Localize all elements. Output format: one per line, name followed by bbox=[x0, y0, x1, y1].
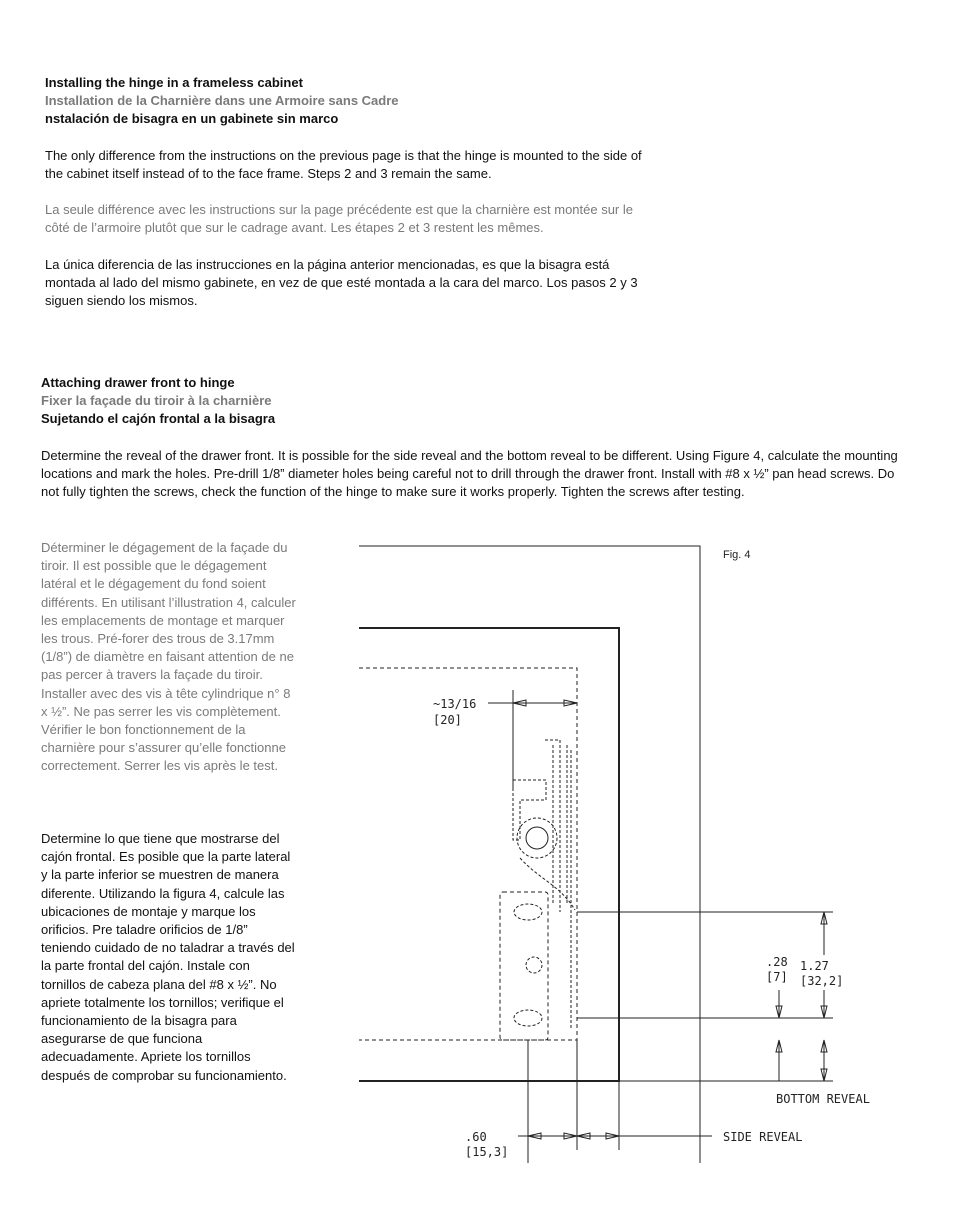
dim-top-mm: [20] bbox=[433, 713, 462, 727]
section2-body-fr: Déterminer le dégagement de la façade du tiroir. Il est possible que le dégagement latéral et le dégagement du fond soient différents. En utilisant l’illustration 4, calculer les emplacements de montage et marquer les trous. Pré-forer des trous de 3.17mm (1/8”) de diamètre en faisant attention de ne pas percer à travers la façade du tiroir. Installer avec des vis à tête cylindrique n° 8 x ½”. Ne pas serrer les vis complètement. Vérifier le bon fonctionnement de la charnière pour s’assurer qu’elle fonctionne correctement. Serrer les vis après le test. bbox=[41, 540, 296, 774]
dim-028-mm: [7] bbox=[766, 970, 788, 984]
dim-060-mm: [15,3] bbox=[465, 1145, 509, 1159]
section2-body-en: Determine the reveal of the drawer front. It is possible for the side reveal and the bottom reveal to be different. Using Figure 4, calculate the mounting locations and mark the holes. Pre-drill 1/8” diameter holes being careful not to drill through the drawer front. Install with #8 x ½” pan head screws. Do not fully tighten the screws, check the function of the hinge to make sure it works properly. Tighten the screws after testing. bbox=[41, 448, 898, 500]
hinge-envelope-dashed bbox=[359, 668, 577, 1040]
dim-060-in: .60 bbox=[465, 1130, 487, 1144]
figure-label: Fig. 4 bbox=[723, 549, 751, 561]
hinge-arm bbox=[545, 740, 571, 1030]
cabinet-outline bbox=[359, 546, 700, 1163]
bottom-reveal-label: BOTTOM REVEAL bbox=[776, 1092, 870, 1106]
mounting-plate bbox=[500, 892, 548, 1040]
section1-title-en: Installing the hinge in a frameless cabinet bbox=[45, 75, 303, 90]
section2-title-fr: Fixer la façade du tiroir à la charnière bbox=[41, 393, 272, 409]
section2-title-en: Attaching drawer front to hinge bbox=[41, 375, 235, 390]
dim-127-mm: [32,2] bbox=[800, 974, 844, 988]
section1-title-fr: Installation de la Charnière dans une Armoire sans Cadre bbox=[45, 93, 399, 109]
section1-body-es: La única diferencia de las instrucciones en la página anterior mencionadas, es que la bisagra está montada al lado del mismo gabinete, en vez de que esté montada a la cara del marco. Los pasos 2 y 3 siguen siendo los mismos. bbox=[45, 257, 638, 309]
dim-127-in: 1.27 bbox=[800, 959, 829, 973]
section1-title-es: nstalación de bisagra en un gabinete sin marco bbox=[45, 111, 339, 127]
section2-title-es: Sujetando el cajón frontal a la bisagra bbox=[41, 411, 276, 427]
dim-top-in: ~13/16 bbox=[433, 697, 477, 711]
drawer-front-outline bbox=[359, 628, 619, 1081]
section2-body-es: Determine lo que tiene que mostrarse del cajón frontal. Es posible que la parte lateral y la parte inferior se muestren de manera diferente. Utilizando la figura 4, calcule las ubicaciones de montaje y marque los orificios. Pre taladre orificios de 1/8” teniendo cuidado de no taladrar a través del la parte frontal del cajón. Instale con tornillos de cabeza plana del #8 x ½”. No apriete totalmente los tornillos; verifique el funcionamiento de la bisagra para asegurarse de que funciona adecuadamente. Apriete los tornillos después de comprobar su funcionamiento. bbox=[41, 831, 295, 1083]
section1-body-fr: La seule différence avec les instructions sur la page précédente est que la charnière est montée sur le côté de l’armoire plutôt que sur le cadrage avant. Les étapes 2 et 3 restent les mêmes. bbox=[45, 202, 633, 236]
dim-028-in: .28 bbox=[766, 955, 788, 969]
section1-body-en: The only difference from the instructions on the previous page is that the hinge is mounted to the side of the cabinet itself instead of to the face frame. Steps 2 and 3 remain the same. bbox=[45, 148, 642, 182]
side-reveal-label: SIDE REVEAL bbox=[723, 1130, 803, 1144]
